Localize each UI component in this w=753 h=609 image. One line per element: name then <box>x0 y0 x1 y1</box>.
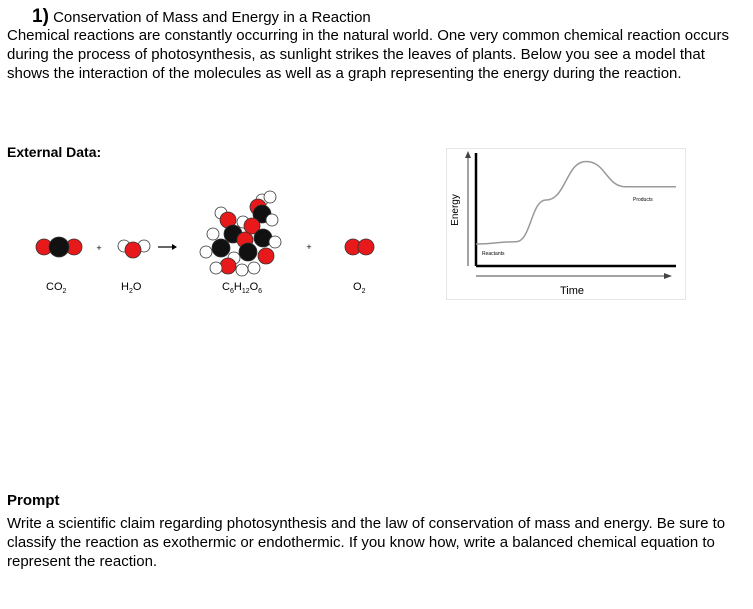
y-axis-label: Energy <box>450 194 461 226</box>
energy-chart <box>446 148 686 300</box>
plus-sign-2: + <box>306 242 312 252</box>
external-data-label: External Data: <box>7 144 102 160</box>
products-annotation: Products <box>633 197 653 203</box>
glucose-label: $C_6H_{12}O_6$ <box>222 281 263 295</box>
molecule-model <box>0 180 420 310</box>
question-title-text: Conservation of Mass and Energy in a Reaction <box>53 9 371 26</box>
plus-sign-1: + <box>96 243 102 253</box>
question-number: 1) <box>32 6 49 27</box>
o2-label: $O_2$ <box>353 281 366 295</box>
reactants-annotation: Reactants <box>482 251 505 257</box>
prompt-text: Write a scientific claim regarding photosynthesis and the law of conservation of mass and energy. Be sure to classify the reaction as exothermic or endothermic. If you know how, write a balanced chemical equation to represent the reaction. <box>7 515 726 570</box>
co2-molecule <box>36 237 82 257</box>
o2-molecule <box>345 239 374 255</box>
question-title <box>32 6 371 28</box>
intro-paragraph: Chemical reactions are constantly occurring in the natural world. One very common chemical reaction occurs during the process of photosynthesis, as sunlight strikes the leaves of plants. Below you see a model that shows the interaction of the molecules as well as a graph representing the energy during the reaction. <box>7 27 729 82</box>
prompt-label: Prompt <box>7 492 60 509</box>
h2o-molecule <box>118 240 150 258</box>
glucose-molecule <box>200 191 281 276</box>
reaction-arrow <box>158 244 177 250</box>
co2-label: $CO_2$ <box>46 281 67 295</box>
chart-frame <box>447 149 686 300</box>
x-axis-label: Time <box>559 285 585 297</box>
h2o-label: $H_2O$ <box>121 281 142 295</box>
